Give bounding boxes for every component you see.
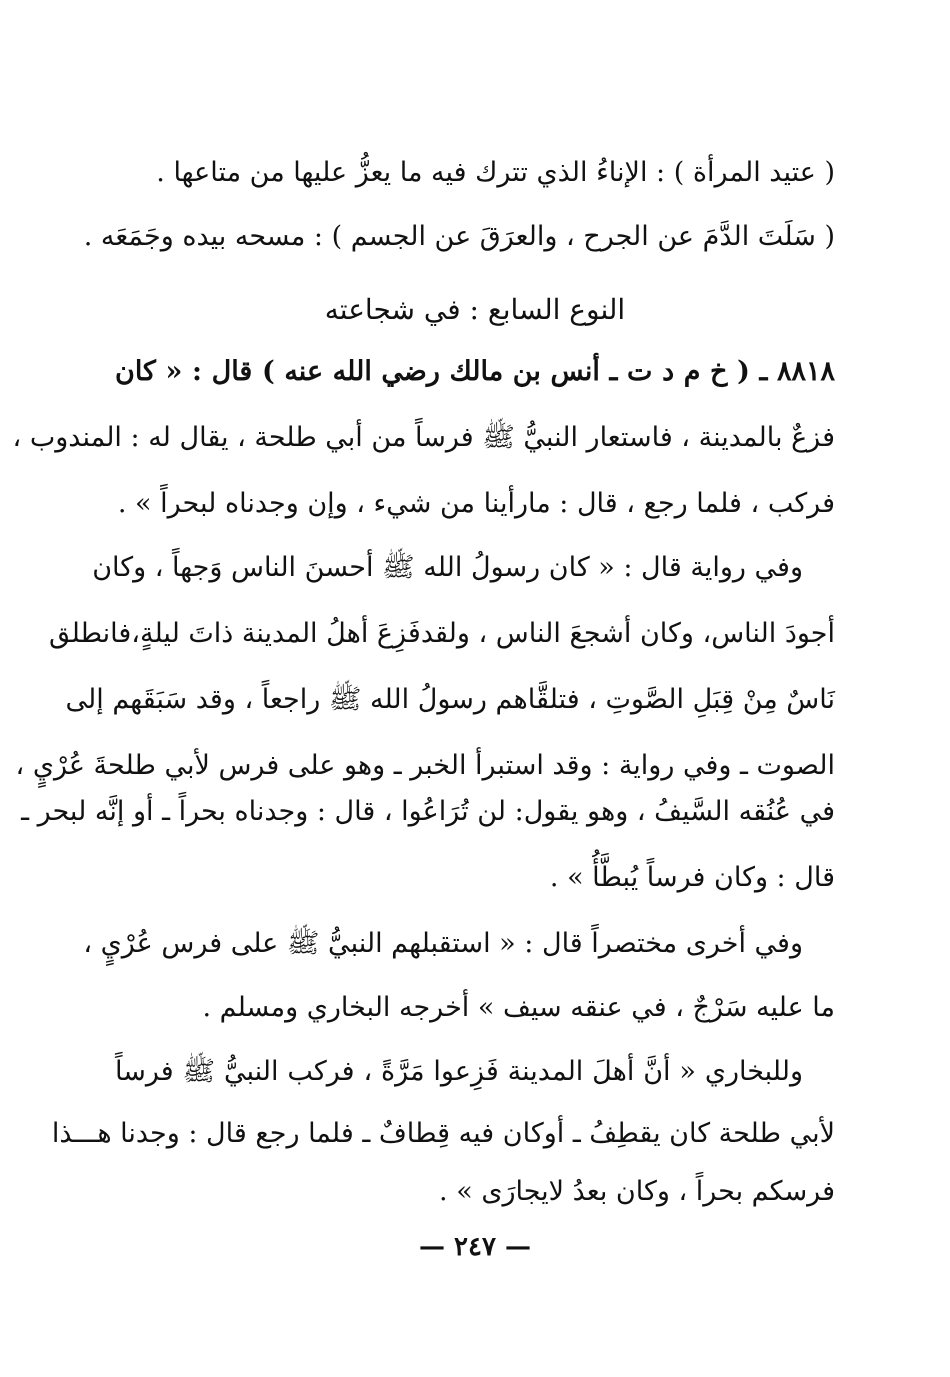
hadith-line-7: الصوت ـ وفي رواية : وقد استبرأ الخبر ـ وهو على فرس لأبي طلحةَ عُرْيٍ ، (15, 750, 835, 781)
hadith-line-5: أجودَ الناس، وكان أشجعَ الناس ، ولقدفَزِعَ أهلُ المدينة ذاتَ ليلةٍ،فانطلق (49, 618, 835, 649)
hadith-line-3: فركب ، فلما رجع ، قال : مارأينا من شيء ، وإن وجدناه لبحراً » . (117, 488, 835, 519)
glossary-line-1: ( عتيد المرأة ) : الإناءُ الذي تترك فيه ما يعزُّ عليها من متاعها . (156, 157, 835, 188)
hadith-line-13: لأبي طلحة كان يقطِفُ ـ أوكان فيه قِطافٌ ـ فلما رجع قال : وجدنا هـــذا (51, 1118, 835, 1149)
hadith-line-12: وللبخاري « أنَّ أهلَ المدينة فَزِعوا مَرَّةً ، فركب النبيُّ ﷺ فرساً (115, 1056, 803, 1087)
hadith-line-10: وفي أخرى مختصراً قال : « استقبلهم النبيُّ ﷺ على فرس عُرْيٍ ، (83, 928, 803, 959)
page-number: — ٢٤٧ — (418, 1232, 532, 1262)
hadith-line-4: وفي رواية قال : « كان رسولُ الله ﷺ أحسنَ الناس وَجهاً ، وكان (92, 552, 803, 583)
glossary-line-2: ( سَلَتَ الدَّمَ عن الجرح ، والعرَقَ عن الجسم ) : مسحه بيده وجَمَعَه . (83, 221, 835, 252)
hadith-line-8: في عُنُقه السَّيفُ ، وهو يقول: لن تُرَاعُوا ، قال : وجدناه بحراً ـ أو إنَّه لبحر ـ (21, 796, 835, 827)
hadith-line-6: نَاسٌ مِنْ قِبَلِ الصَّوتِ ، فتلقَّاهم رسولُ الله ﷺ راجعاً ، وقد سَبَقَهم إلى (65, 684, 835, 715)
section-heading: النوع السابع : في شجاعته (324, 293, 626, 326)
hadith-line-2: فزعٌ بالمدينة ، فاستعار النبيُّ ﷺ فرساً من أبي طلحة ، يقال له : المندوب ، (12, 422, 835, 453)
hadith-line-1: ٨٨١٨ ـ ( خ م د ت ـ أنس بن مالك رضي الله عنه ) قال : « كان (115, 356, 835, 387)
hadith-line-11: ما عليه سَرْجٌ ، في عنقه سيف » أخرجه البخاري ومسلم . (202, 992, 835, 1023)
hadith-line-14: فرسكم بحراً ، وكان بعدُ لايجارَى » . (439, 1176, 835, 1207)
hadith-line-9: قال : وكان فرساً يُبطَّأُ » . (549, 862, 835, 893)
